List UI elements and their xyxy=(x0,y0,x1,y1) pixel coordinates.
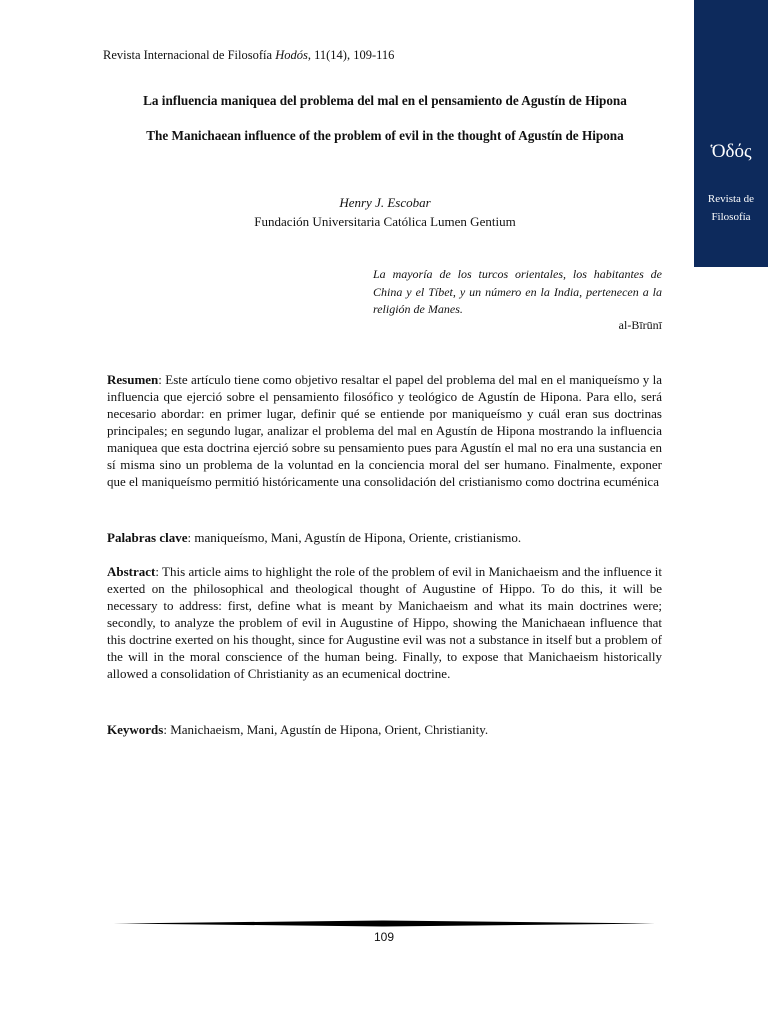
palabras-clave-paragraph xyxy=(107,529,662,546)
author-institution: Fundación Universitaria Católica Lumen Gentium xyxy=(254,214,516,229)
epigraph-quote: La mayoría de los turcos orientales, los habitantes de China y el Tíbet, y un número en la India, pertenecen a la religión de Manes. xyxy=(373,267,662,316)
resumen-label: Resumen xyxy=(107,372,159,387)
keywords-label: Keywords xyxy=(107,722,164,737)
palabras-clave-text: : maniqueísmo, Mani, Agustín de Hipona, Oriente, cristianismo. xyxy=(187,530,522,545)
footer-rule xyxy=(113,920,655,927)
page-number: 109 xyxy=(373,930,395,944)
abstract-label: Abstract xyxy=(107,564,156,579)
resumen-text: : Este artículo tiene como objetivo resaltar el papel del problema del mal en el maniqueísmo y la influencia que ejerció sobre el pensamiento filosófico y teológico de Agustín de Hipona. Para ello, será necesario abordar: en primer lugar, definir qué se entiende por maniqueísmo y cuál eran sus doctrinas principales; en segundo lugar, analizar el problema del mal en Agustín de Hipona mostrando la influencia maniquea que esta doctrina ejerció sobre su pensamiento pues para Agustín el mal no era una sustancia en sí misma sino un problema de la voluntad en la conciencia moral del ser humano. Finalmente, exponer que el maniqueísmo permitió históricamente una consolidación del cristianismo como doctrina ecuménica xyxy=(107,372,662,489)
journal-reference xyxy=(103,48,394,63)
journal-logo: Ὁδός xyxy=(710,141,752,162)
keywords-text: : Manichaeism, Mani, Agustín de Hipona, Orient, Christianity. xyxy=(163,722,489,737)
abstract-text: : This article aims to highlight the role of the problem of evil in Manichaeism and the influence it exerted on the philosophical and theological thought of Augustine of Hippo. To do this, it will be necessary to address: first, define what is meant by Manichaeism and what its main doctrines were; secondly, to analyze the problem of evil in Augustine of Hippo, showing the Manichaean influence that this doctrine exerted on his thought, since for Augustine evil was not a substance in itself but a problem of the will in the moral conscience of the human being. Finally, to expose that Manichaeism historically allowed a consolidation of Christianity as an ecumenical doctrine. xyxy=(107,564,662,681)
title-spanish: La influencia maniquea del problema del mal en el pensamiento de Agustín de Hipona xyxy=(143,93,627,108)
abstract-paragraph xyxy=(107,563,662,682)
keywords-paragraph xyxy=(107,721,662,738)
author-name: Henry J. Escobar xyxy=(339,195,431,210)
journal-prefix: Revista Internacional de Filosofía xyxy=(103,48,273,62)
journal-issue: , 11(14), 109-116 xyxy=(307,48,395,62)
palabras-clave-label: Palabras clave xyxy=(107,530,188,545)
resumen-paragraph xyxy=(107,371,662,490)
epigraph-attribution: al-Bīrūnī xyxy=(618,318,662,332)
journal-name: Hodós xyxy=(275,48,308,62)
journal-label: Revista de Filosofía xyxy=(707,193,755,223)
title-english: The Manichaean influence of the problem of evil in the thought of Agustín de Hipona xyxy=(146,128,624,143)
journal-side-tab xyxy=(694,0,768,267)
